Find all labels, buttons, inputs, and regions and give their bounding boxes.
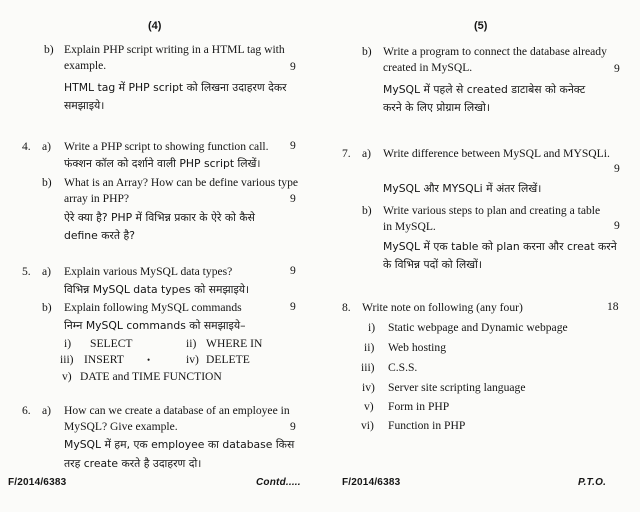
- q5a-label: a): [42, 265, 52, 278]
- footer-pto: P.T.O.: [578, 477, 607, 488]
- q3b-marks: 9: [290, 60, 296, 73]
- q5b-hindi: निम्न MySQL commands को समझाइये–: [64, 319, 246, 332]
- q5-item-text: SELECT: [90, 337, 133, 350]
- q5a-hindi: विभिन्न MySQL data types को समझाइये।: [64, 283, 250, 296]
- q8-item-label: iii): [361, 361, 375, 374]
- q8-marks: 18: [607, 300, 619, 313]
- q7b-label: b): [362, 204, 372, 217]
- q8-item-label: vi): [361, 419, 374, 432]
- q5a-marks: 9: [290, 264, 296, 277]
- q5-item-text: WHERE IN: [206, 337, 263, 350]
- right-page: [320, 0, 640, 512]
- q4a-hindi: फंक्शन कॉल को दर्शाने वाली PHP script लिखें।: [64, 157, 261, 170]
- q4a-label: a): [42, 140, 52, 153]
- q4b-text-line1: What is an Array? How can be define various type: [64, 176, 299, 189]
- q6a-marks: 9: [290, 420, 296, 433]
- q8-number: 8.: [342, 301, 351, 314]
- page-number: (4): [148, 20, 162, 32]
- q6b-text-line1: Write a program to connect the database already: [383, 45, 607, 58]
- q8-item-label: ii): [364, 341, 375, 354]
- q6-number: 6.: [22, 404, 31, 417]
- q5a-text: Explain various MySQL data types?: [64, 265, 233, 278]
- q5b-text: Explain following MySQL commands: [64, 301, 242, 314]
- q7b-hindi-line1: MySQL में एक table को plan करना और creat करने: [383, 240, 617, 253]
- q3b-text-line1: Explain PHP script writing in a HTML tag with: [64, 43, 285, 56]
- q5-item-label: iv): [186, 353, 199, 366]
- q6b-hindi-line1: MySQL में पहले से created डाटाबेस को कनेक्ट: [383, 83, 586, 96]
- q4-number: 4.: [22, 140, 31, 153]
- q5-item-label: ii): [186, 337, 197, 350]
- q6a-hindi-line1: MySQL में हम, एक employee का database किस: [64, 438, 295, 451]
- q7a-marks: 9: [614, 162, 620, 175]
- q6b-text-line2: created in MySQL.: [383, 61, 473, 74]
- q8-item-text: Server site scripting language: [388, 381, 526, 394]
- q8-text: Write note on following (any four): [362, 301, 523, 314]
- q7b-text-line1: Write various steps to plan and creating a table: [383, 204, 601, 217]
- q5-item-label: iii): [60, 353, 74, 366]
- q7b-hindi-line2: के विभिन्न पदों को लिखों।: [383, 258, 482, 271]
- q8-item-text: Web hosting: [388, 341, 446, 354]
- q5-item-text: DELETE: [206, 353, 250, 366]
- page-number: (5): [474, 20, 488, 32]
- q5-item-label: v): [62, 370, 72, 383]
- q8-item-text: Function in PHP: [388, 419, 466, 432]
- q5-item-label: i): [64, 337, 72, 350]
- q6a-text-line2: MySQL? Give example.: [64, 420, 178, 433]
- q8-item-text: Static webpage and Dynamic webpage: [388, 321, 568, 334]
- q8-item-label: i): [368, 321, 376, 334]
- q3b-text-line2: example.: [64, 59, 107, 72]
- q8-item-label: iv): [362, 381, 375, 394]
- q8-item-text: C.S.S.: [388, 361, 418, 374]
- q7b-marks: 9: [614, 219, 620, 232]
- q6b-label: b): [362, 45, 372, 58]
- q6b-hindi-line2: करने के लिए प्रोग्राम लिखो।: [383, 101, 490, 114]
- q5b-marks: 9: [290, 300, 296, 313]
- q4b-text-line2: array in PHP?: [64, 192, 130, 205]
- q3b-hindi-line1: HTML tag में PHP script को लिखना उदाहरण देकर: [64, 81, 287, 94]
- q6a-hindi-line2: तरह create करते है उदाहरण दो।: [64, 457, 202, 470]
- q6b-marks: 9: [614, 62, 620, 75]
- q3b-hindi-line2: समझाइये।: [64, 99, 105, 112]
- q5-number: 5.: [22, 265, 31, 278]
- q7b-text-line2: in MySQL.: [383, 220, 436, 233]
- q4a-text: Write a PHP script to showing function call.: [64, 140, 269, 153]
- q7a-hindi: MySQL और MYSQLi में अंतर लिखें।: [383, 182, 542, 195]
- q7a-label: a): [362, 147, 372, 160]
- q4b-hindi-line2: define करते है?: [64, 229, 135, 242]
- q8-item-text: Form in PHP: [388, 400, 450, 413]
- q5b-label: b): [42, 301, 52, 314]
- q4b-marks: 9: [290, 192, 296, 205]
- q7-number: 7.: [342, 147, 351, 160]
- q6a-text-line1: How can we create a database of an employee in: [64, 404, 290, 417]
- footer-contd: Contd.....: [256, 477, 301, 488]
- q4b-label: b): [42, 176, 52, 189]
- stray-mark: •: [147, 355, 151, 365]
- footer-code: F/2014/6383: [342, 477, 401, 488]
- q4b-hindi-line1: ऐरे क्या है? PHP में विभिन्न प्रकार के ऐरे को कैसे: [64, 211, 255, 224]
- q4a-marks: 9: [290, 139, 296, 152]
- q5-item-text: INSERT: [84, 353, 124, 366]
- footer-code: F/2014/6383: [8, 477, 67, 488]
- q8-item-label: v): [364, 400, 374, 413]
- q5-item-text: DATE and TIME FUNCTION: [80, 370, 222, 383]
- q6a-label: a): [42, 404, 52, 417]
- q7a-text: Write difference between MySQL and MYSQLi.: [383, 147, 610, 160]
- q3b-label: b): [44, 43, 54, 56]
